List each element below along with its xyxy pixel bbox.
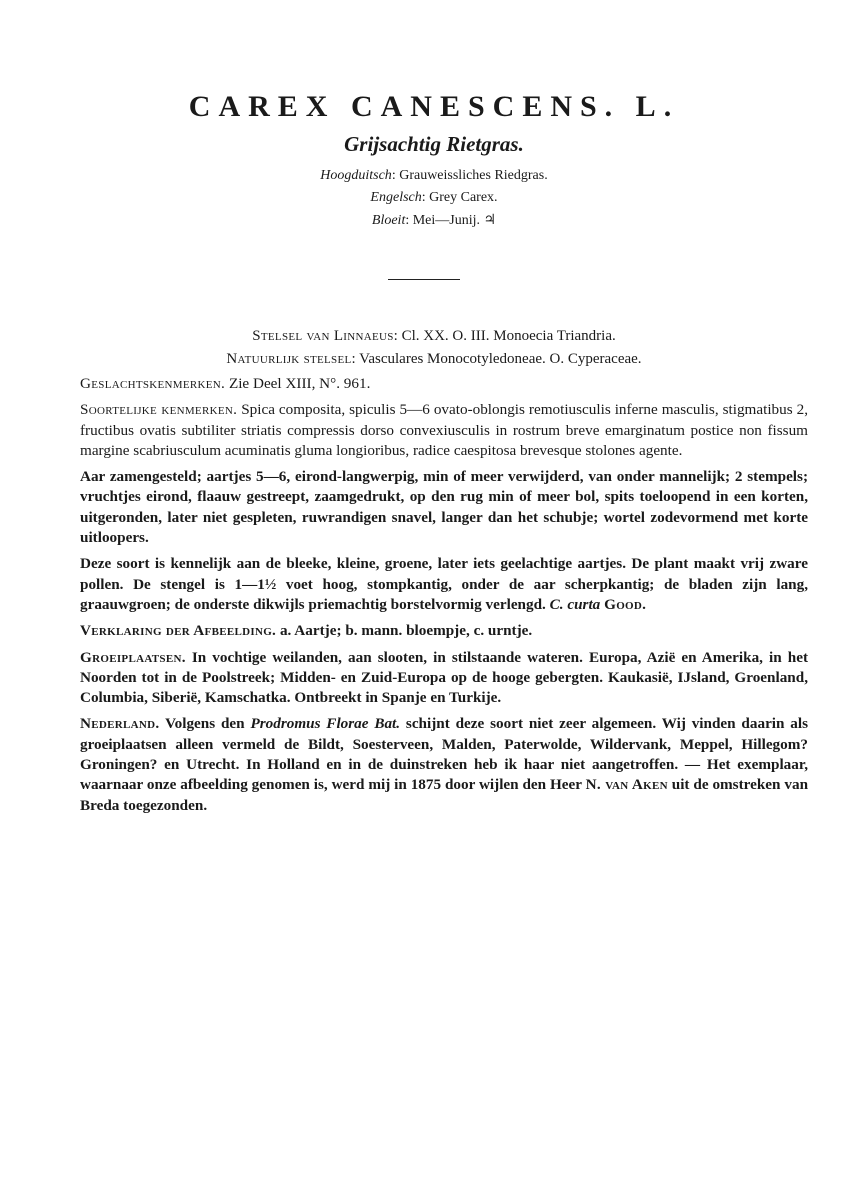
dutch-name: Grijsachtig Rietgras. [344,132,524,156]
aar-paragraph [80,467,808,548]
linnaeus-label: Stelsel van Linnaeus [252,328,394,344]
species-label: Soortelijke kenmerken. [80,401,238,419]
english-name-line: Engelsch: Grey Carex. [370,190,498,205]
natural-value: Vasculares Monocotyledoneae. O. Cyperaceae. [359,351,642,367]
bloom-period: Mei—Junij. ♃ [412,213,497,228]
prodromus-reference: Prodromus Florae Bat. [250,715,401,733]
divider-rule [388,279,460,280]
german-name-line: Hoogduitsch: Grauweissliches Riedgras. [320,168,548,183]
linnaeus-value: Cl. XX. O. III. Monoecia Triandria. [401,328,616,344]
english-label: Engelsch [370,190,422,205]
synonym: C. curta [549,595,601,613]
nederland-text-3: uit de omstreken van Breda toegezonden. [80,776,809,814]
verklaring-paragraph [80,621,808,641]
nederland-text-1: Volgens den [165,715,245,733]
groei-text: In vochtige weilanden, aan slooten, in stilstaande wateren. Europa, Azië en Amerika, in het Noorden tot in de Poolstreek; Midden- en Zuid-Europa op de hooge gebergten. Kaukasië, IJsland, Groenland, Columbia, Siberië, Kamschatka. Ontbreekt in Spanje en Turkije. [80,648,808,707]
collector-name: N. van Aken [585,776,668,794]
bloom-label: Bloeit [371,213,406,228]
genus-text: Zie Deel XIII, N°. 961. [228,375,371,392]
genus-label: Geslachtskenmerken. [80,375,226,392]
aar-text: Aar zamengesteld; aartjes 5—6, eirond-langwerpig, min of meer verwijderd, van onder mannelijk; 2 stempels; vruchtjes eirond, flaauw gestreept, zaamgedrukt, op den rug min of meer bol, spits toeloopend in een korten, uitgeronden, later niet gespleten, ruwrandigen snavel, langer dan het schubje; wortel zodevormend met korte uitloopers. [80,468,808,547]
german-label: Hoogduitsch [320,168,392,183]
natural-system-line: Natuurlijk stelsel: Vasculares Monocotyledoneae. O. Cyperaceae. [226,351,642,367]
verklaring-label: Verklaring der Afbeelding. [80,622,277,640]
species-text: Spica composita, spiculis 5—6 ovato-oblongis remotiusculis inferne masculis, stigmatibus 2, fructibus ovatis subtiliter striatis compressis dorso convexiusculis in rostrum breve emarginatum postice non fissum margine scabriusculum acuminatis gluma longioribus, radice caespitosa brevesque stolones agente. [80,401,809,459]
page-title: CAREX CANESCENS. L. [188,90,680,123]
german-name: Grauweissliches Riedgras. [399,168,548,183]
groei-paragraph [80,648,808,709]
synonym-author: Good. [604,595,647,613]
natural-label: Natuurlijk stelsel [226,351,352,367]
bloom-line: Bloeit: Mei—Junij. ♃ [371,213,497,228]
nederland-label: Nederland. [80,715,160,733]
deze-paragraph [80,554,808,615]
nederland-paragraph [80,714,808,815]
groei-label: Groeiplaatsen. [80,648,186,666]
verklaring-text: a. Aartje; b. mann. bloempje, c. urntje. [279,622,533,640]
genus-paragraph [80,374,808,394]
linnaeus-line: Stelsel van Linnaeus: Cl. XX. O. III. Monoecia Triandria. [252,328,616,344]
deze-text: Deze soort is kennelijk aan de bleeke, kleine, groene, later iets geelachtige aartjes. De plant maakt vrij zware pollen. De stengel is 1—1½ voet hoog, stompkantig, onder de aar scherpkantig; de bladen zijn lang, graauwgroen; de onderste dikwijls priemachtig borstelvormig verlengd. [80,555,808,613]
english-name: Grey Carex. [429,190,498,205]
nederland-text-2: schijnt deze soort niet zeer algemeen. Wij vinden daarin als groeiplaatsen alleen vermeld de Bildt, Soesterveen, Malden, Paterwolde, Wildervank, Meppel, Hillegom? Groningen? en Utrecht. In Holland en in de duinstreken heb ik haar niet aangetroffen. — Het exemplaar, waarnaar onze afbeelding genomen is, werd mij in 1875 door wijlen den Heer [80,715,809,794]
species-paragraph [80,400,808,461]
body-text [80,374,808,822]
